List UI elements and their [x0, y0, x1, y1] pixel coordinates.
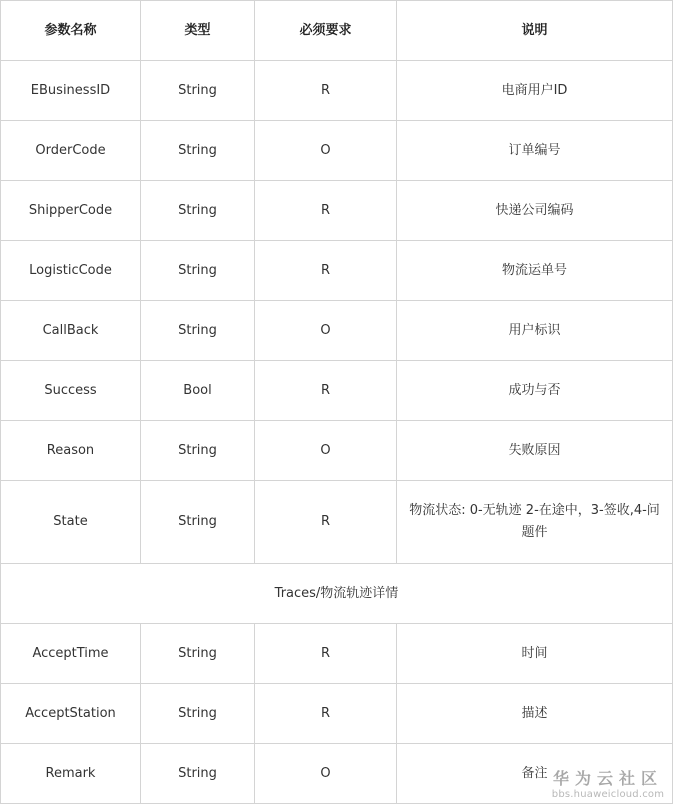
section-row-traces: [1, 564, 673, 624]
table-row: [1, 421, 673, 481]
cell-type: String: [141, 684, 255, 744]
cell-param-name: ShipperCode: [1, 181, 141, 241]
table-row: [1, 361, 673, 421]
header-description: 说明: [397, 1, 673, 61]
section-title: Traces/物流轨迹详情: [1, 564, 673, 624]
cell-description: 时间: [397, 624, 673, 684]
table-row: [1, 61, 673, 121]
cell-required: O: [255, 421, 397, 481]
cell-description: 失败原因: [397, 421, 673, 481]
table-row: [1, 181, 673, 241]
cell-type: String: [141, 421, 255, 481]
table-header-row: [1, 1, 673, 61]
cell-description: 物流状态: 0-无轨迹 2-在途中，3-签收,4-问题件: [397, 481, 673, 564]
table-row: [1, 121, 673, 181]
cell-param-name: Remark: [1, 744, 141, 804]
cell-description: 用户标识: [397, 301, 673, 361]
cell-param-name: OrderCode: [1, 121, 141, 181]
cell-param-name: State: [1, 481, 141, 564]
table-row: [1, 624, 673, 684]
cell-required: O: [255, 121, 397, 181]
cell-type: String: [141, 624, 255, 684]
cell-param-name: AcceptTime: [1, 624, 141, 684]
cell-type: String: [141, 301, 255, 361]
table-row: [1, 241, 673, 301]
table-row: [1, 481, 673, 564]
watermark: [549, 771, 667, 800]
cell-type: String: [141, 744, 255, 804]
watermark-title: 华为云社区: [552, 769, 663, 788]
cell-type: String: [141, 121, 255, 181]
cell-type: String: [141, 61, 255, 121]
cell-param-name: Reason: [1, 421, 141, 481]
cell-type: String: [141, 481, 255, 564]
cell-param-name: AcceptStation: [1, 684, 141, 744]
cell-description: 描述: [397, 684, 673, 744]
cell-description: 电商用户ID: [397, 61, 673, 121]
cell-type: String: [141, 181, 255, 241]
header-required: 必须要求: [255, 1, 397, 61]
table-row: [1, 301, 673, 361]
cell-type: Bool: [141, 361, 255, 421]
watermark-url: bbs.huaweicloud.com: [551, 789, 665, 800]
cell-required: R: [255, 481, 397, 564]
header-type: 类型: [141, 1, 255, 61]
table-row: [1, 684, 673, 744]
cell-description: 订单编号: [397, 121, 673, 181]
cell-required: R: [255, 361, 397, 421]
cell-param-name: CallBack: [1, 301, 141, 361]
cell-required: R: [255, 624, 397, 684]
header-param-name: 参数名称: [1, 1, 141, 61]
cell-required: R: [255, 181, 397, 241]
cell-description: 成功与否: [397, 361, 673, 421]
cell-type: String: [141, 241, 255, 301]
cell-description: 快递公司编码: [397, 181, 673, 241]
cell-required: O: [255, 744, 397, 804]
cell-required: R: [255, 241, 397, 301]
cell-description: 物流运单号: [397, 241, 673, 301]
cell-required: R: [255, 61, 397, 121]
cell-description: 备注: [397, 744, 673, 804]
cell-param-name: LogisticCode: [1, 241, 141, 301]
cell-param-name: Success: [1, 361, 141, 421]
cell-required: R: [255, 684, 397, 744]
cell-param-name: EBusinessID: [1, 61, 141, 121]
cell-required: O: [255, 301, 397, 361]
